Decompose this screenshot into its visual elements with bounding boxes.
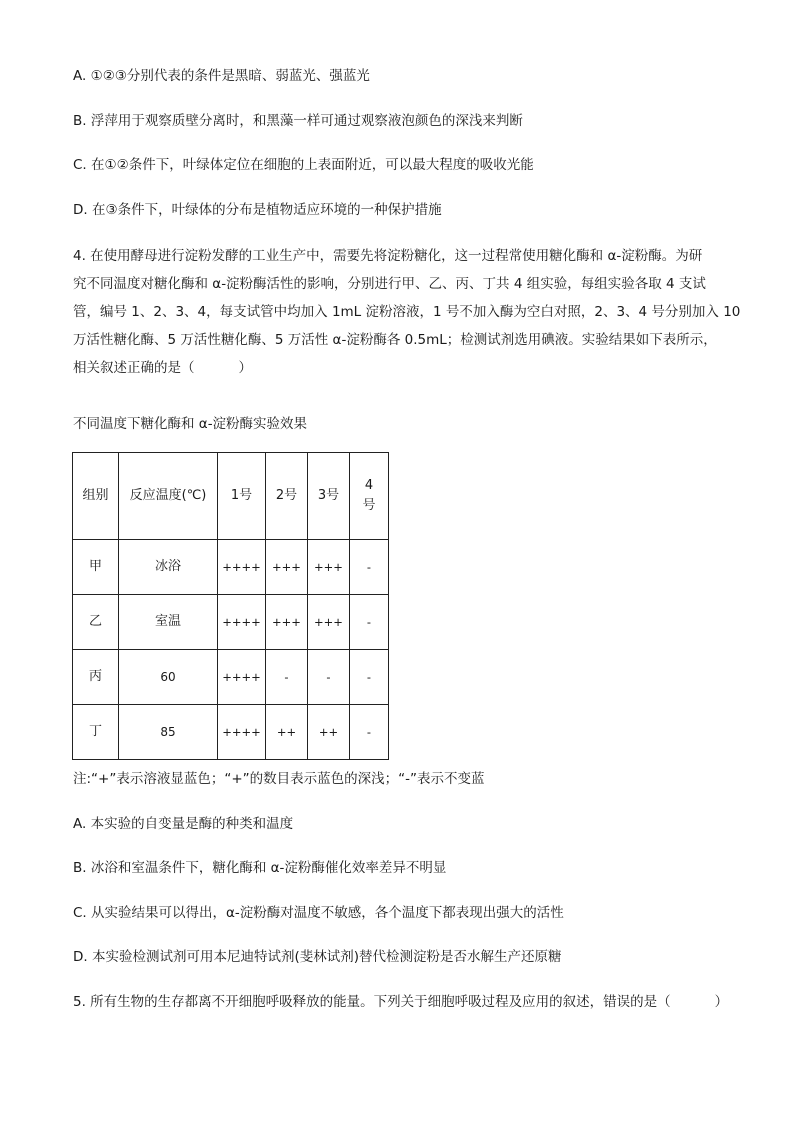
option-text: 本实验的自变量是酶的种类和温度 — [90, 816, 294, 832]
experiment-table — [72, 452, 389, 760]
table-row — [73, 595, 389, 650]
q4-option-c — [73, 903, 564, 923]
q4-stem-line: 万活性糖化酶、5 万活性糖化酶、5 万活性 α-淀粉酶各 0.5mL；检测试剂选用碘液。实验结果如下表所示， — [73, 332, 717, 348]
table-title: 不同温度下糖化酶和 α-淀粉酶实验效果 — [73, 416, 308, 432]
table-cell: 丙 — [73, 650, 119, 705]
q4-stem-last-line — [73, 358, 733, 386]
table-cell: 60 — [119, 650, 218, 705]
q4-stem-line: 管，编号 1、2、3、4，每支试管中均加入 1mL 淀粉溶液，1 号不加入酶为空白对照，2、3、4 号分别加入 10 — [73, 304, 741, 320]
option-text: 浮萍用于观察质壁分离时，和黑藻一样可通过观察液泡颜色的深浅来判断 — [90, 113, 523, 129]
q4-stem-line: 相关叙述正确的是（ — [73, 360, 195, 376]
option-label: A. — [73, 816, 87, 832]
table-note: 注:“+”表示溶液显蓝色；“+”的数目表示蓝色的深浅；“-”表示不变蓝 — [73, 771, 485, 787]
table-cell: - — [308, 650, 350, 705]
q3-option-a — [73, 66, 370, 86]
header-cell-tube2: 2号 — [266, 453, 308, 540]
header-cell-text: 4 — [364, 478, 374, 493]
q3-option-c — [73, 155, 534, 175]
q5-stem-text: 5. 所有生物的生存都离不开细胞呼吸释放的能量。下列关于细胞呼吸过程及应用的叙述，错误的是（ — [73, 994, 671, 1010]
table-cell: - — [350, 540, 389, 595]
option-label: A. — [73, 68, 87, 84]
q4-option-b — [73, 858, 446, 878]
option-text: 从实验结果可以得出，α-淀粉酶对温度不敏感，各个温度下都表现出强大的活性 — [91, 905, 564, 921]
header-cell-tube3: 3号 — [308, 453, 350, 540]
table-cell: - — [266, 650, 308, 705]
table-cell: ++++ — [218, 540, 266, 595]
q5-stem — [73, 992, 728, 1012]
table-cell: +++ — [266, 595, 308, 650]
option-label: B. — [73, 113, 87, 129]
option-text: 本实验检测试剂可用本尼迪特试剂(斐林试剂)替代检测淀粉是否水解生产还原糖 — [91, 949, 562, 965]
table-cell: 乙 — [73, 595, 119, 650]
option-text: ①②③分别代表的条件是黑暗、弱蓝光、强蓝光 — [90, 68, 370, 84]
option-text: 冰浴和室温条件下，糖化酶和 α-淀粉酶催化效率差异不明显 — [90, 860, 447, 876]
header-cell-tube1: 1号 — [218, 453, 266, 540]
table-cell: 丁 — [73, 705, 119, 760]
q3-option-b — [73, 111, 523, 131]
table-cell: +++ — [308, 540, 350, 595]
header-cell-group: 组别 — [73, 453, 119, 540]
header-cell-text: 号 — [362, 498, 376, 513]
option-label: C. — [73, 905, 87, 921]
table-cell: ++++ — [218, 705, 266, 760]
paren-close: ） — [238, 360, 252, 376]
q4-stem-line: 4. 在使用酵母进行淀粉发酵的工业生产中，需要先将淀粉糖化，这一过程常使用糖化酶和 α-淀粉酶。为研 — [73, 248, 703, 264]
option-text: 在③条件下，叶绿体的分布是植物适应环境的一种保护措施 — [91, 202, 442, 218]
option-label: B. — [73, 860, 87, 876]
option-label: D. — [73, 202, 88, 218]
table-cell: +++ — [266, 540, 308, 595]
table-row — [73, 650, 389, 705]
table-cell: ++++ — [218, 595, 266, 650]
table-cell: ++ — [308, 705, 350, 760]
option-text: 在①②条件下，叶绿体定位在细胞的上表面附近，可以最大程度的吸收光能 — [91, 157, 534, 173]
table-row — [73, 540, 389, 595]
table-cell: ++ — [266, 705, 308, 760]
q4-option-d — [73, 947, 562, 967]
table-cell: +++ — [308, 595, 350, 650]
table-cell: ++++ — [218, 650, 266, 705]
table-cell: 85 — [119, 705, 218, 760]
option-label: D. — [73, 949, 88, 965]
q4-option-a — [73, 814, 293, 834]
table-cell: - — [350, 650, 389, 705]
table-cell: 冰浴 — [119, 540, 218, 595]
table-row — [73, 705, 389, 760]
table-cell: - — [350, 595, 389, 650]
table-cell: - — [350, 705, 389, 760]
paren-close: ） — [714, 994, 729, 1010]
table-header-row — [73, 453, 389, 540]
option-label: C. — [73, 157, 87, 173]
q3-option-d — [73, 200, 442, 220]
table-cell: 室温 — [119, 595, 218, 650]
header-cell-temp: 反应温度(℃) — [119, 453, 218, 540]
q4-stem-line: 究不同温度对糖化酶和 α-淀粉酶活性的影响，分别进行甲、乙、丙、丁共 4 组实验，每组实验各取 4 支试 — [73, 276, 706, 292]
table-cell: 甲 — [73, 540, 119, 595]
header-cell-tube4 — [350, 453, 389, 540]
q4-stem — [73, 246, 741, 386]
